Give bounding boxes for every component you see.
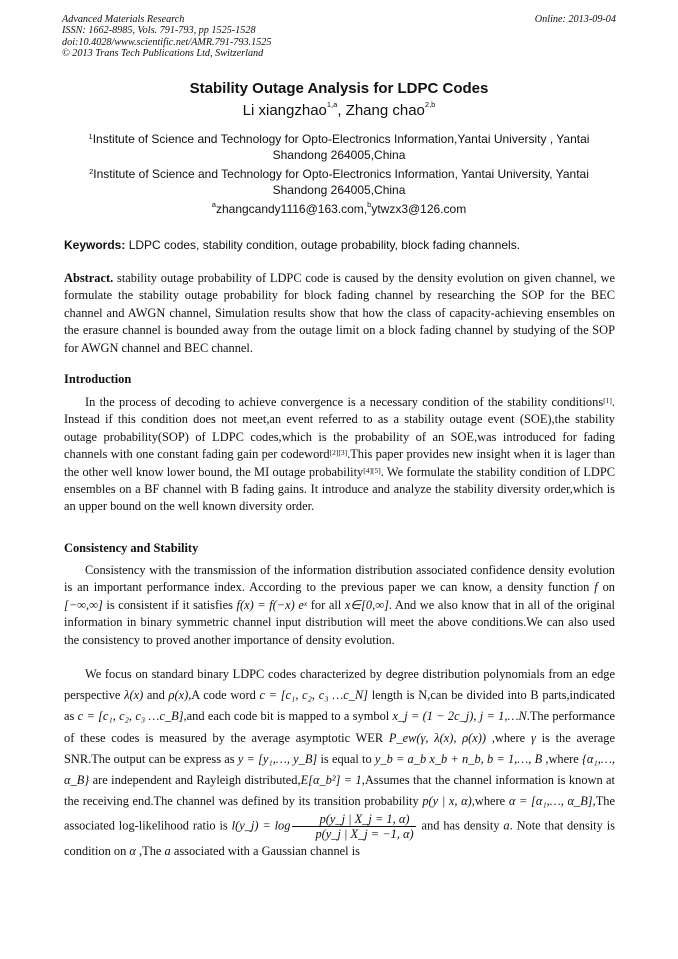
cs-p2-text-p: . Note that density is condition on (64, 818, 615, 859)
intro-text-1: In the process of decoding to achieve convergence is a necessary condition of the stability conditions (85, 395, 604, 409)
email-b-sup: b (367, 200, 372, 209)
author-1-sup: 1,a (326, 100, 338, 109)
math-lambda: λ(x) (124, 688, 144, 703)
math-llr-fraction (292, 812, 415, 841)
author-1: Li xiangzhao (242, 102, 327, 119)
cs-p2-text-h: is equal to (320, 751, 372, 766)
online-date: Online: 2013-09-04 (534, 14, 616, 25)
math-rho: ρ(x) (168, 688, 189, 703)
math-llr-lhs: l(y_j) = log (231, 818, 291, 833)
keywords-text: LDPC codes, stability condition, outage probability, block fading channels. (125, 238, 521, 252)
math-consistency-eq (237, 598, 308, 612)
cs-p2-text-g: is the average SNR.The output can be express as (64, 730, 615, 766)
copyright-line: © 2013 Trans Tech Publications Ltd, Switzerland (62, 48, 264, 60)
affiliation-1 (75, 131, 603, 163)
abstract-text: stability outage probability of LDPC code is caused by the density evolution on given channel, we formulate the stability outage probability for block fading channel by researching the SOP for the BEC channel and AWGN channel, Simulation results show that how the class of capacity-achieving ensembles on the erasure channel is bounded away from the outage limit on a block fading channel by studying of the SOP for AWGN channel and BEC channel. (64, 271, 615, 355)
abstract-label: Abstract. (64, 271, 114, 285)
abstract (64, 270, 615, 357)
cs-p2-text-a: We focus on standard binary LDPC codes characterized by degree distribution polynomials from an edge perspective (64, 667, 615, 703)
affiliation-1-text: Institute of Science and Technology for Opto-Electronics Information,Yantai University , Yantai Shandong 264005,China (92, 132, 590, 162)
keywords (64, 238, 616, 252)
citation-2-3[interactable]: [2][3] (329, 448, 348, 458)
cs-p2-text-k: are independent and Rayleigh distributed, (92, 773, 301, 788)
cs-p1-text-c: . And we also know that in all of the original information in binary symmetric channel input distribution will meet the above conditions.We can also used the consistency to proved another importance of density evolution. (64, 597, 615, 647)
journal-name: Advanced Materials Research (62, 14, 185, 25)
math-wer: P_ew(γ, λ(x), ρ(x)) (388, 730, 487, 745)
math-llr-numerator: p(y_j | X_j = 1, α) (292, 812, 415, 827)
math-index-range: , j = 1,…N (473, 709, 527, 724)
cs-p2-text-e: .The performance of these codes is measured by the average asymptotic WER (64, 709, 615, 745)
cs-p2-text-l: ,Assumes that the channel information is known at the receiving end.The channel was defined by its transition probability (64, 773, 615, 809)
doi-line: doi:10.4028/www.scientific.net/AMR.791-793.1525 (62, 36, 272, 48)
cs-p2-text-o: and has density (421, 818, 500, 833)
email-a[interactable]: zhangcandy1116@163.com, (215, 202, 368, 216)
journal-header (62, 14, 616, 60)
math-alpha-set: {α₁,…, α_B} (64, 751, 615, 788)
cs-p2-text-n: ,The associated log-likelihood ratio is (64, 794, 616, 833)
affiliation-2 (75, 166, 603, 198)
math-output-eq: y_b = a_b x_b + n_b, b = 1,…, B (374, 751, 543, 766)
author-2: Zhang chao (345, 102, 425, 119)
email-line (0, 202, 678, 216)
affiliation-2-sup: 2 (89, 167, 94, 176)
citation-4-5[interactable]: [4][5] (363, 465, 381, 475)
intro-text-2: . Instead if this condition does not meet,an event referred to as a stability outage event (SOE),the stability outage probability(SOP) of LDPC codes,which is the probability of an SOE,was introduced for fading channels with one constant fading gain per codeword (64, 395, 615, 462)
introduction-paragraph (64, 394, 615, 516)
keywords-label: Keywords: (64, 238, 126, 252)
math-output-vector: y = [y₁,…, y_B] (237, 751, 318, 766)
consistency-paragraph-1 (64, 562, 615, 649)
cs-p2-text-r: associated with a Gaussian channel is (173, 844, 360, 859)
math-symbol-map: x_j = (1 − 2c_j) (392, 709, 474, 724)
cs-p1-for: for all (310, 597, 342, 612)
author-2-sup: 2,b (424, 100, 436, 109)
math-codeword: c = [c₁, c₂, c₃ …c_N] (259, 688, 369, 703)
math-llr-denominator: p(y_j | X_j = −1, α) (315, 827, 414, 842)
cs-p1-text-b: is consistent if it satisfies (106, 597, 233, 612)
affiliation-2-text: Institute of Science and Technology for Opto-Electronics Information, Yantai University, Yantai Shandong 264005,China (93, 167, 589, 197)
email-a-sup: a (211, 200, 216, 209)
math-f: f (594, 580, 598, 595)
author-separator: , (337, 102, 346, 119)
math-codeword-parts: c = [c₁, c₂, c₃ …c_B] (77, 709, 184, 724)
cs-p2-text-i: ,where (545, 751, 579, 766)
cs-p2-text-f: ,where (491, 730, 526, 745)
math-condition: x∈[0,∞] (344, 597, 389, 612)
cs-p1-text-a: Consistency with the transmission of the information distribution associated confidence density evolution is an important performance index. According to the previous paper we can know, a density function (64, 563, 615, 595)
math-consistency-eq-sup: x (303, 598, 308, 608)
cs-p2-text-c: length is N,can be divided into B parts,indicated as (64, 688, 615, 724)
cs-p1-on: on (602, 580, 615, 595)
math-consistency-eq-body: f(x) = f(−x) e (236, 597, 304, 612)
math-a-density: a (503, 818, 510, 833)
cs-p2-text-q: ,The (139, 844, 162, 859)
issn-line: ISSN: 1662-8985, Vols. 791-793, pp 1525-1528 (62, 25, 256, 37)
citation-1[interactable]: [1] (603, 396, 612, 405)
paper-title: Stability Outage Analysis for LDPC Codes (189, 80, 489, 97)
cs-p2-text-m: ,where (471, 794, 506, 809)
consistency-heading: Consistency and Stability (64, 541, 199, 555)
cs-p2-text-b: ,A code word (188, 688, 256, 703)
cs-p2-and: and (146, 688, 165, 703)
email-b[interactable]: ytwzx3@126.com (371, 202, 467, 216)
cs-p2-text-d: ,and each code bit is mapped to a symbol (183, 709, 390, 724)
consistency-paragraph-2 (64, 664, 615, 863)
math-expectation: E[α_b²] = 1 (300, 773, 362, 788)
intro-text-3: .This paper provides new insight when it is lager than the other well know lower bound, the MI outage probability (64, 447, 616, 479)
math-a-gaussian: a (164, 844, 171, 859)
introduction-heading: Introduction (64, 372, 132, 386)
math-gamma: γ (530, 730, 536, 745)
math-interval: [−∞,∞] (64, 597, 103, 612)
math-alpha-cond: α (129, 844, 136, 859)
math-transition-prob: p(y | x, α) (422, 794, 472, 809)
intro-text-4: . We formulate the stability condition of LDPC ensembles on a BF channel with B fading gains. It introduce and analyze the stability diversity order,which is an upper bound on the well known diversity order. (64, 464, 615, 514)
math-alpha-vector: α = [α₁,…, α_B] (508, 794, 593, 809)
author-line (0, 102, 678, 119)
affiliation-1-sup: 1 (88, 132, 93, 141)
